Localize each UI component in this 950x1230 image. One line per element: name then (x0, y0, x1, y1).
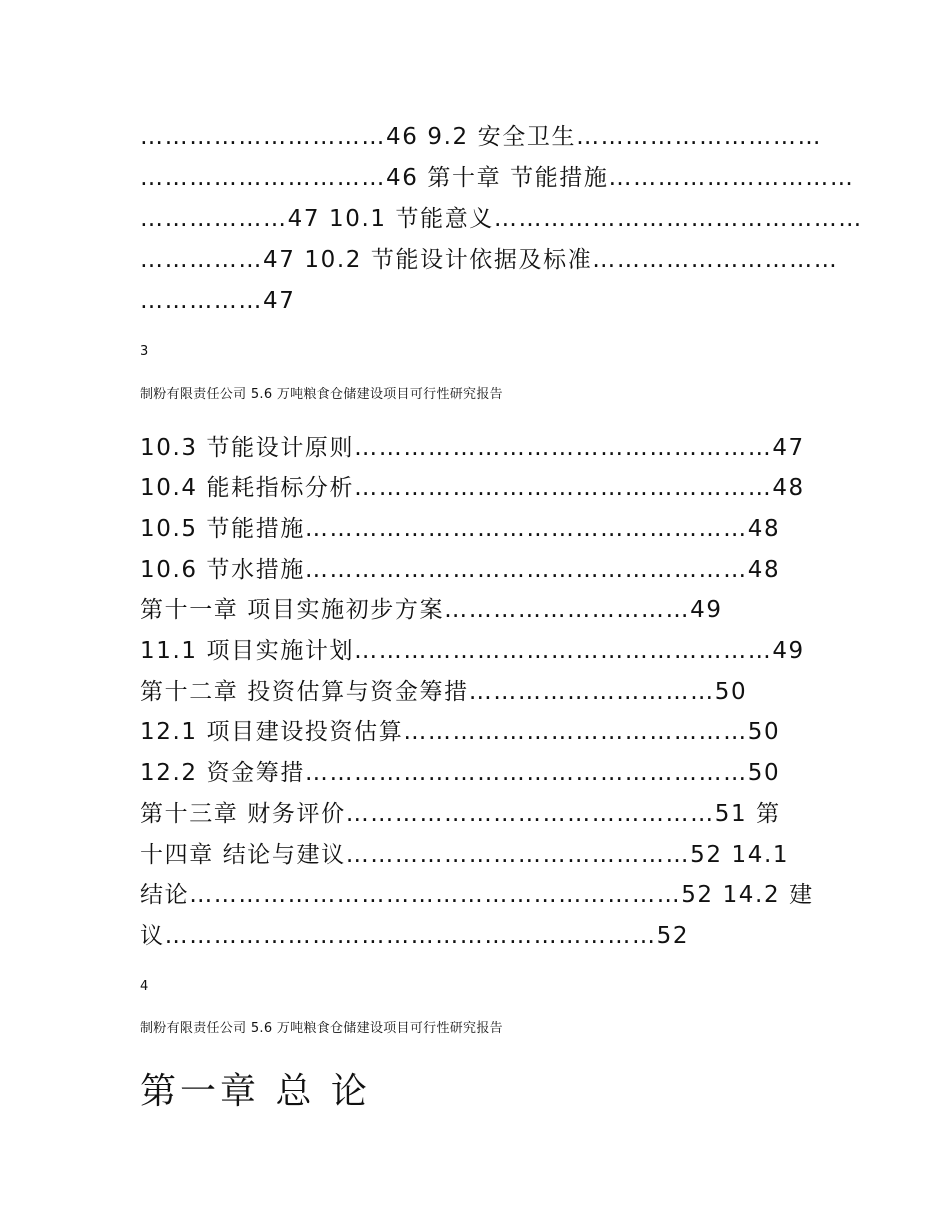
toc-line: 10.3 节能设计原则……………………………………………47 (140, 435, 805, 461)
toc-line: ……………47 10.2 节能设计依据及标准………………………… (140, 247, 839, 273)
running-header: 制粉有限责任公司 5.6 万吨粮食仓储建设项目可行性研究报告 (140, 387, 503, 402)
toc-line: 结论……………………………………………………52 14.2 建 (140, 882, 814, 908)
toc-line: 第十二章 投资估算与资金筹措…………………………50 (140, 679, 748, 705)
toc-line: 12.1 项目建设投资估算……………………………………50 (140, 719, 781, 745)
toc-line: 第十三章 财务评价………………………………………51 第 (140, 801, 781, 827)
toc-line: ……………47 (140, 288, 296, 314)
toc-line: 10.4 能耗指标分析……………………………………………48 (140, 475, 805, 501)
toc-line: 10.5 节能措施………………………………………………48 (140, 516, 781, 542)
page-number: 4 (140, 979, 149, 994)
toc-line: 12.2 资金筹措………………………………………………50 (140, 760, 781, 786)
toc-line: 10.6 节水措施………………………………………………48 (140, 557, 781, 583)
running-header: 制粉有限责任公司 5.6 万吨粮食仓储建设项目可行性研究报告 (140, 1021, 503, 1036)
toc-line: ………………47 10.1 节能意义……………………………………… (140, 206, 863, 232)
page-number: 3 (140, 344, 149, 359)
toc-line: 十四章 结论与建议……………………………………52 14.1 (140, 842, 790, 868)
toc-line: 第十一章 项目实施初步方案…………………………49 (140, 597, 723, 623)
toc-line: 11.1 项目实施计划……………………………………………49 (140, 638, 805, 664)
chapter-title: 第一章 总 论 (140, 1071, 371, 1112)
toc-line: …………………………46 第十章 节能措施………………………… (140, 165, 855, 191)
toc-line: …………………………46 9.2 安全卫生………………………… (140, 124, 823, 150)
toc-line: 议……………………………………………………52 (140, 923, 690, 949)
